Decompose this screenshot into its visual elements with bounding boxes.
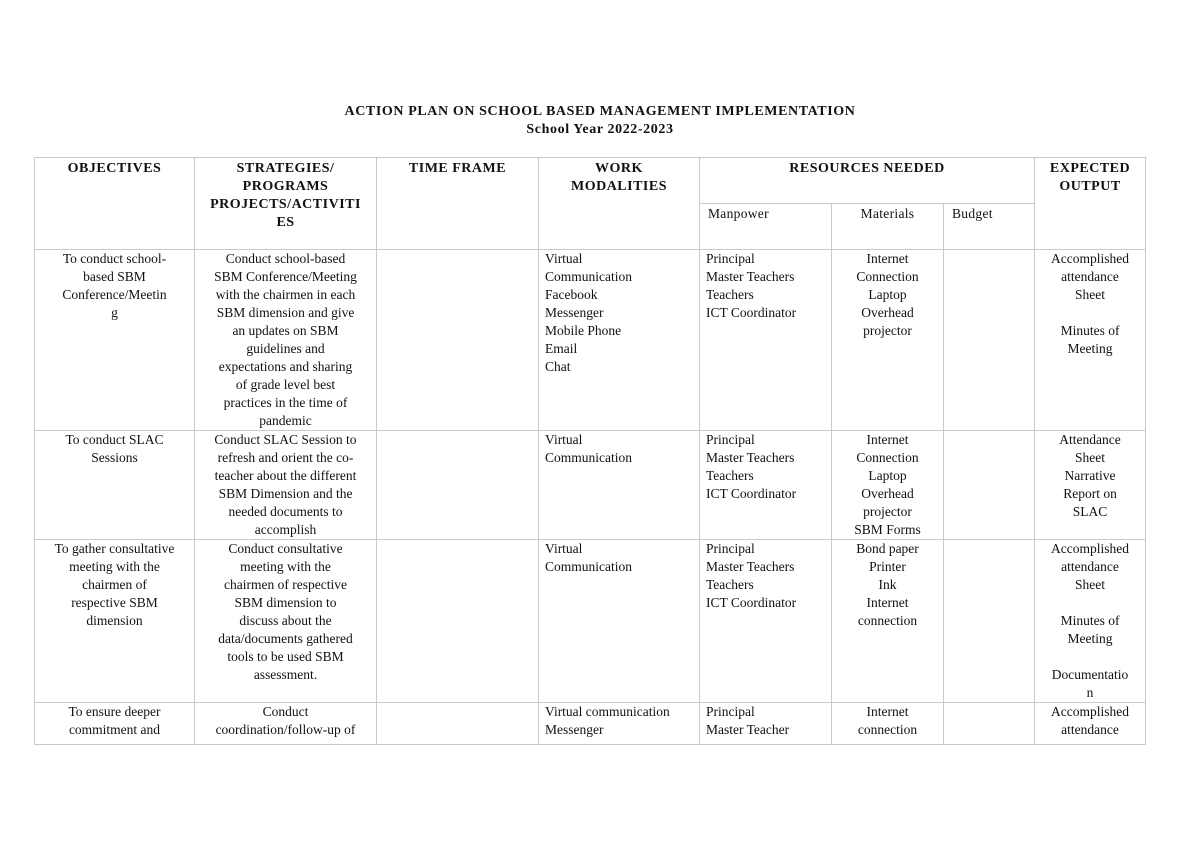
budget-cell bbox=[944, 431, 1035, 540]
table-row bbox=[35, 250, 1146, 431]
table-row bbox=[35, 540, 1146, 703]
materials-cell: Internet Connection Laptop Overhead projector bbox=[832, 250, 944, 431]
strategy-cell: Conduct coordination/follow-up of bbox=[195, 703, 377, 745]
document-title: ACTION PLAN ON SCHOOL BASED MANAGEMENT IMPLEMENTATION bbox=[344, 104, 856, 119]
materials-cell: Bond paper Printer Ink Internet connection bbox=[832, 540, 944, 703]
time-frame-cell bbox=[377, 703, 539, 745]
manpower-cell: Principal Master Teacher bbox=[700, 703, 832, 745]
budget-cell bbox=[944, 250, 1035, 431]
materials-cell: Internet Connection Laptop Overhead projector SBM Forms bbox=[832, 431, 944, 540]
objective-cell: To gather consultative meeting with the chairmen of respective SBM dimension bbox=[35, 540, 195, 703]
action-plan-table bbox=[34, 157, 1146, 745]
modalities-cell: Virtual Communication Facebook Messenger Mobile Phone Email Chat bbox=[539, 250, 700, 431]
header-materials: Materials bbox=[832, 204, 944, 250]
time-frame-cell bbox=[377, 431, 539, 540]
time-frame-cell bbox=[377, 250, 539, 431]
manpower-cell: Principal Master Teachers Teachers ICT Coordinator bbox=[700, 540, 832, 703]
modalities-cell: Virtual Communication bbox=[539, 540, 700, 703]
header-strategies: STRATEGIES/ PROGRAMS PROJECTS/ACTIVITI ES bbox=[195, 158, 377, 250]
strategy-cell: Conduct school-based SBM Conference/Meeting with the chairmen in each SBM dimension and give an updates on SBM guidelines and expectations and sharing of grade level best practices in the time of pandemic bbox=[195, 250, 377, 431]
strategy-cell: Conduct consultative meeting with the chairmen of respective SBM dimension to discuss about the data/documents gathered tools to be used SBM assessment. bbox=[195, 540, 377, 703]
budget-cell bbox=[944, 703, 1035, 745]
modalities-cell: Virtual communication Messenger bbox=[539, 703, 700, 745]
header-work-modalities: WORK MODALITIES bbox=[539, 158, 700, 250]
header-objectives: OBJECTIVES bbox=[35, 158, 195, 250]
objective-cell: To conduct SLAC Sessions bbox=[35, 431, 195, 540]
table-row bbox=[35, 703, 1146, 745]
header-time-frame: TIME FRAME bbox=[377, 158, 539, 250]
materials-cell: Internet connection bbox=[832, 703, 944, 745]
time-frame-cell bbox=[377, 540, 539, 703]
header-manpower: Manpower bbox=[700, 204, 832, 250]
header-resources-needed: RESOURCES NEEDED bbox=[700, 158, 1035, 204]
header-budget: Budget bbox=[944, 204, 1035, 250]
output-cell: Attendance Sheet Narrative Report on SLAC bbox=[1035, 431, 1146, 540]
modalities-cell: Virtual Communication bbox=[539, 431, 700, 540]
manpower-cell: Principal Master Teachers Teachers ICT Coordinator bbox=[700, 431, 832, 540]
objective-cell: To ensure deeper commitment and bbox=[35, 703, 195, 745]
budget-cell bbox=[944, 540, 1035, 703]
output-cell: Accomplished attendance Sheet Minutes of Meeting Documentatio n bbox=[1035, 540, 1146, 703]
output-cell: Accomplished attendance Sheet Minutes of Meeting bbox=[1035, 250, 1146, 431]
output-cell: Accomplished attendance bbox=[1035, 703, 1146, 745]
table-row bbox=[35, 431, 1146, 540]
strategy-cell: Conduct SLAC Session to refresh and orient the co- teacher about the different SBM Dimension and the needed documents to accomplish bbox=[195, 431, 377, 540]
objective-cell: To conduct school- based SBM Conference/Meetin g bbox=[35, 250, 195, 431]
header-expected-output: EXPECTED OUTPUT bbox=[1035, 158, 1146, 250]
document-subtitle: School Year 2022-2023 bbox=[526, 122, 674, 137]
manpower-cell: Principal Master Teachers Teachers ICT Coordinator bbox=[700, 250, 832, 431]
